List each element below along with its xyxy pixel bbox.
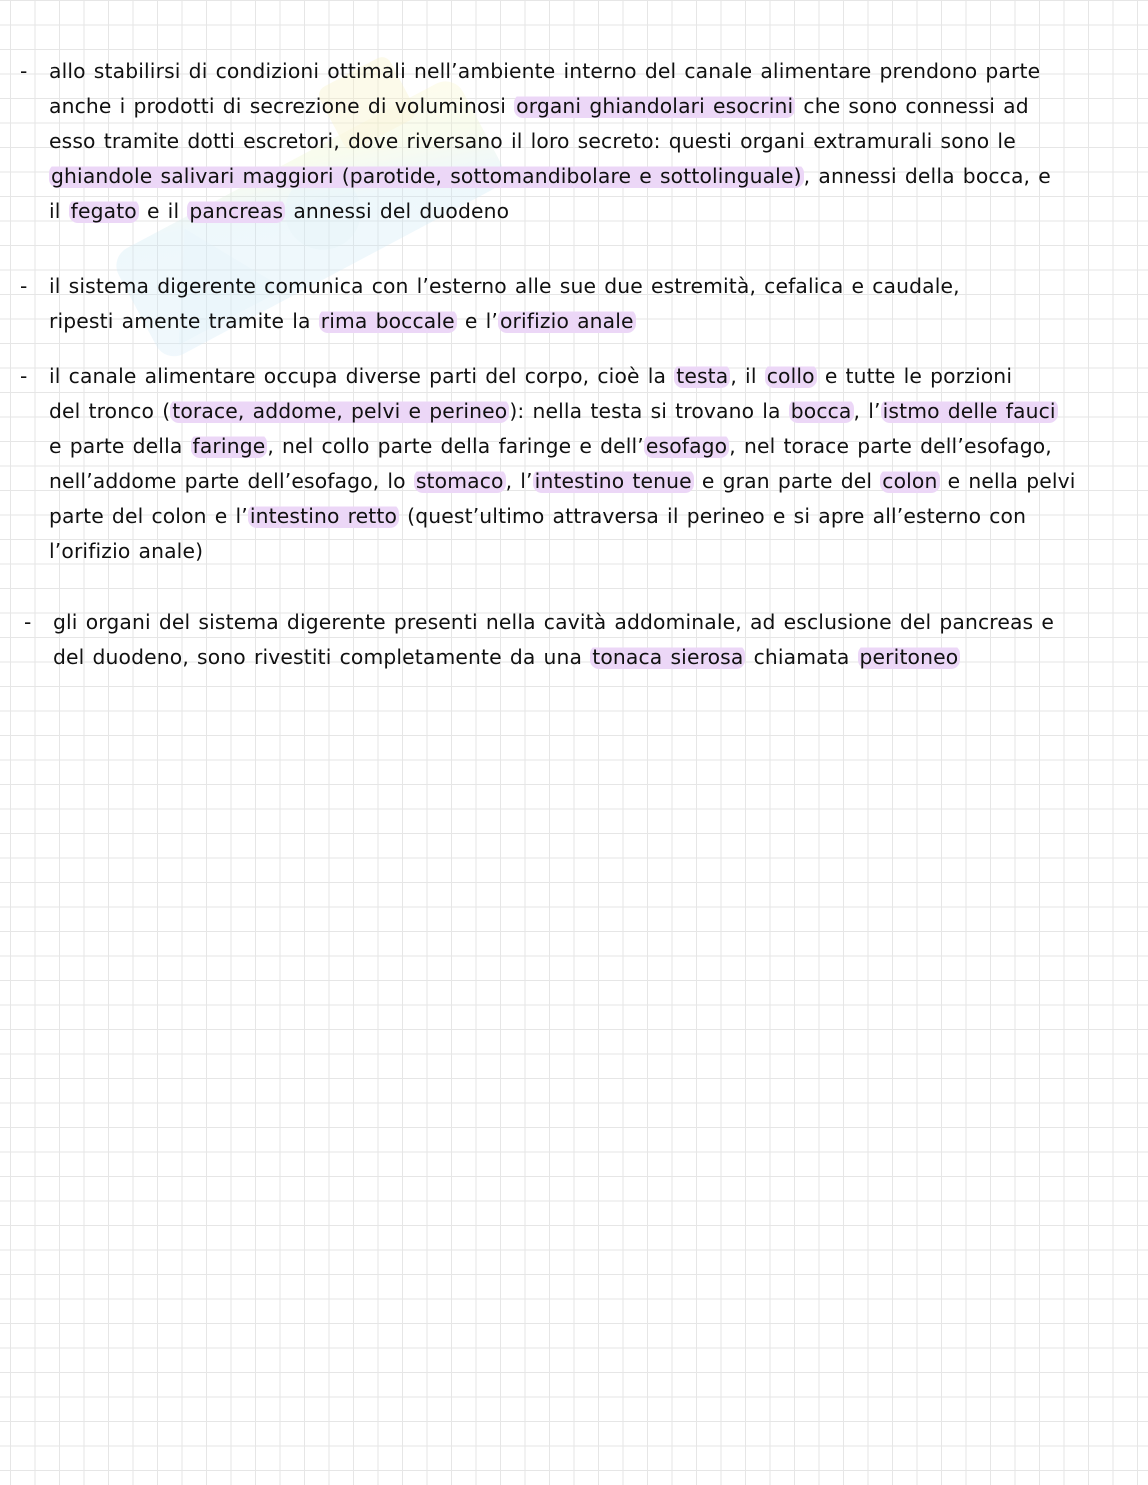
text-segment: , nel torace parte dell’esofago, bbox=[729, 434, 1052, 458]
highlighted-term: testa bbox=[676, 364, 729, 388]
highlighted-term: peritoneo bbox=[859, 645, 959, 669]
highlighted-term: stomaco bbox=[415, 469, 504, 493]
highlighted-term: organi ghiandolari esocrini bbox=[516, 94, 794, 118]
text-line bbox=[49, 359, 1120, 394]
highlighted-term: rima boccale bbox=[320, 309, 455, 333]
text-segment: anche i prodotti di secrezione di voluminosi bbox=[49, 94, 515, 118]
text-segment: il bbox=[49, 199, 69, 223]
text-line bbox=[53, 640, 1124, 675]
text-segment: e l’ bbox=[456, 309, 498, 333]
text-segment: del tronco ( bbox=[49, 399, 171, 423]
highlighted-term: intestino tenue bbox=[534, 469, 692, 493]
highlighted-term: colon bbox=[882, 469, 938, 493]
text-segment: parte del colon e l’ bbox=[49, 504, 248, 528]
text-line bbox=[49, 194, 1120, 229]
text-segment: allo stabilirsi di condizioni ottimali nell’ambiente interno del canale alimentare prendono parte bbox=[49, 59, 1041, 83]
text-line bbox=[49, 269, 1120, 304]
text-line bbox=[49, 464, 1120, 499]
highlighted-term: collo bbox=[766, 364, 815, 388]
text-segment: , il bbox=[730, 364, 765, 388]
bullet-item bbox=[20, 54, 1120, 229]
bullet-item bbox=[20, 269, 1120, 339]
bullet-marker: - bbox=[20, 59, 28, 83]
text-segment: che sono connessi ad bbox=[795, 94, 1029, 118]
text-segment: il sistema digerente comunica con l’esterno alle sue due estremità, cefalica e caudale, bbox=[49, 274, 960, 298]
text-segment: , nel collo parte della faringe e dell’ bbox=[267, 434, 644, 458]
text-segment: gli organi del sistema digerente presenti nella cavità addominale, ad esclusione del pancreas e bbox=[53, 610, 1054, 634]
bullet-marker: - bbox=[20, 274, 28, 298]
text-segment: e gran parte del bbox=[693, 469, 881, 493]
text-segment: e nella pelvi bbox=[939, 469, 1076, 493]
text-line bbox=[49, 499, 1120, 534]
highlighted-term: faringe bbox=[192, 434, 266, 458]
bullet-item bbox=[24, 605, 1124, 675]
highlighted-term: esofago bbox=[645, 434, 728, 458]
text-segment: (quest’ultimo attraversa il perineo e si apre all’esterno con bbox=[399, 504, 1027, 528]
text-line bbox=[49, 394, 1120, 429]
highlighted-term: fegato bbox=[70, 199, 137, 223]
text-segment: del duodeno, sono rivestiti completamente da una bbox=[53, 645, 591, 669]
text-line bbox=[49, 89, 1120, 124]
bullet-marker: - bbox=[24, 610, 32, 634]
bullet-item bbox=[20, 359, 1120, 569]
text-segment: il canale alimentare occupa diverse parti del corpo, cioè la bbox=[49, 364, 675, 388]
highlighted-term: intestino retto bbox=[249, 504, 398, 528]
text-segment: , l’ bbox=[853, 399, 881, 423]
text-line bbox=[49, 54, 1120, 89]
text-segment: ): nella testa si trovano la bbox=[509, 399, 789, 423]
text-segment: e tutte le porzioni bbox=[816, 364, 1013, 388]
text-line bbox=[49, 159, 1120, 194]
text-segment: nell’addome parte dell’esofago, lo bbox=[49, 469, 414, 493]
highlighted-term: ghiandole salivari maggiori (parotide, sottomandibolare e sottolinguale) bbox=[51, 164, 802, 188]
text-segment: annessi del duodeno bbox=[285, 199, 510, 223]
text-segment: e parte della bbox=[49, 434, 191, 458]
text-segment: chiamata bbox=[745, 645, 858, 669]
bullet-marker: - bbox=[20, 364, 28, 388]
text-line bbox=[49, 534, 1120, 569]
text-segment: esso tramite dotti escretori, dove riversano il loro secreto: questi organi extramurali sono le bbox=[49, 129, 1016, 153]
highlighted-term: pancreas bbox=[189, 199, 284, 223]
text-line bbox=[49, 429, 1120, 464]
text-line bbox=[49, 304, 1120, 339]
highlighted-term: tonaca sierosa bbox=[592, 645, 744, 669]
text-segment: l’orifizio anale) bbox=[49, 539, 204, 563]
text-line bbox=[53, 605, 1124, 640]
text-segment: ripesti amente tramite la bbox=[49, 309, 319, 333]
highlighted-term: istmo delle fauci bbox=[882, 399, 1056, 423]
highlighted-term: orifizio anale bbox=[499, 309, 634, 333]
text-segment: e il bbox=[138, 199, 188, 223]
text-segment: , annessi della bocca, e bbox=[803, 164, 1051, 188]
highlighted-term: bocca bbox=[790, 399, 852, 423]
text-segment: , l’ bbox=[505, 469, 533, 493]
highlighted-term: torace, addome, pelvi e perineo bbox=[172, 399, 508, 423]
text-line bbox=[49, 124, 1120, 159]
